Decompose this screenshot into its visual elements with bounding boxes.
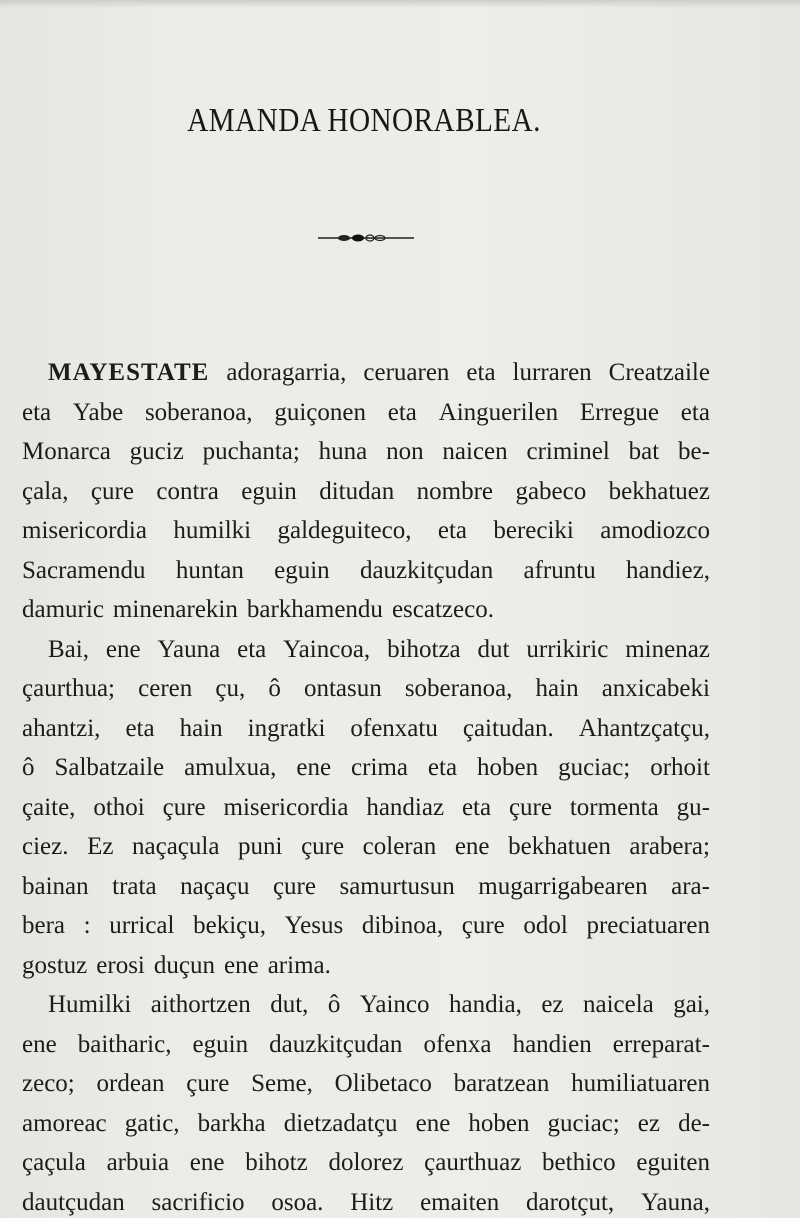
word: çure — [461, 912, 505, 939]
word: barkhamendu — [246, 596, 383, 623]
word: barkha — [197, 1109, 266, 1137]
word: misericordia — [22, 517, 147, 544]
word: tormenta — [569, 793, 659, 821]
word: çaitudan. — [462, 714, 554, 742]
word: coleran — [362, 833, 437, 860]
word: ditudan — [319, 477, 395, 505]
text-line — [22, 1104, 710, 1144]
word: ene — [454, 833, 490, 860]
text-line — [22, 827, 710, 867]
word: damuric — [22, 596, 104, 623]
word: bekiçu, — [193, 912, 266, 939]
word: eta — [387, 398, 417, 426]
word: mugarrigabearen — [478, 872, 648, 900]
word: hoben — [477, 754, 539, 781]
word: bainan — [22, 872, 89, 900]
text-line — [22, 867, 710, 907]
word: bihotza — [387, 635, 461, 663]
word: lurraren — [512, 359, 592, 386]
page-top-shadow — [0, 0, 800, 8]
text-line — [22, 985, 710, 1025]
word: ara- — [671, 872, 710, 900]
word: duçun — [153, 951, 215, 979]
word: gatic, — [124, 1109, 180, 1137]
word: non — [386, 438, 424, 465]
ornament-divider-icon — [318, 232, 414, 244]
word: humiliatuaren — [571, 1070, 710, 1097]
word: eta — [461, 793, 492, 821]
text-line — [22, 1025, 710, 1065]
text-line — [22, 511, 710, 551]
body-text — [22, 353, 710, 1218]
word: Humilki — [48, 991, 132, 1018]
text-line — [22, 946, 710, 986]
word: Olibetaco — [334, 1070, 432, 1097]
word: handiez, — [625, 556, 710, 584]
word: misericordia — [223, 793, 349, 821]
word: zeco; — [22, 1070, 75, 1097]
word: hain — [179, 714, 223, 742]
word: Ez — [87, 833, 114, 860]
word: be- — [678, 438, 710, 465]
word: Sacramendu — [22, 556, 146, 584]
word: humilki — [173, 517, 252, 544]
text-line — [22, 432, 710, 472]
word: amulxua, — [184, 754, 277, 781]
word: de- — [678, 1109, 710, 1137]
word: çure — [508, 793, 552, 821]
word: çure — [272, 872, 316, 900]
word: eguin — [192, 1030, 249, 1058]
word: arima. — [267, 951, 331, 979]
text-line — [22, 472, 710, 512]
word: preciatuaren — [586, 912, 710, 939]
word: handia, — [448, 991, 522, 1018]
word: guciz — [129, 438, 184, 465]
word: erosi — [96, 951, 145, 979]
word: darotçut, — [526, 1188, 615, 1216]
word: gostuz — [22, 951, 88, 979]
text-line — [22, 709, 710, 749]
word: ene — [415, 1109, 451, 1137]
word: erreparat- — [612, 1030, 710, 1058]
word: Erregue — [579, 398, 659, 426]
word: eta — [466, 359, 496, 386]
word: Monarca — [22, 438, 111, 465]
word: soberanoa, — [404, 675, 513, 702]
word: othoi — [93, 793, 145, 821]
word: naçaçula — [132, 833, 220, 860]
word: Ainguerilen — [438, 398, 559, 426]
word: criminel — [526, 438, 610, 465]
word: puchanta; — [202, 438, 300, 465]
word: Yaincoa, — [283, 635, 371, 663]
word: afruntu — [523, 556, 596, 584]
text-line — [22, 1143, 710, 1183]
word: adoragarria, — [226, 359, 347, 386]
word: Ahantzçatçu, — [578, 714, 710, 742]
word: crima — [351, 754, 408, 781]
word: naicen — [442, 438, 508, 465]
text-line — [22, 590, 710, 630]
word: urrikiric — [526, 635, 609, 663]
word: ofenxatu — [350, 714, 438, 742]
text-line — [22, 906, 710, 946]
word: guciac; — [547, 1109, 620, 1137]
word: dauzkitçudan — [269, 1030, 403, 1058]
text-line — [22, 551, 710, 591]
word: puni — [238, 833, 283, 860]
word: ez — [541, 991, 564, 1018]
word: ene — [105, 635, 141, 663]
word: orhoit — [650, 754, 710, 781]
word: ordean — [96, 1070, 165, 1097]
word: galdeguiteco, — [277, 517, 412, 544]
word: minenaz — [625, 635, 710, 663]
word: bereciki — [493, 517, 574, 544]
word: gu- — [676, 793, 710, 821]
word: ontasun — [303, 675, 382, 702]
word: ceruaren — [363, 359, 450, 386]
word: Yainco — [359, 991, 430, 1018]
word: dibinoa, — [361, 912, 444, 939]
word: çure — [162, 793, 206, 821]
word: ene — [224, 951, 259, 979]
word: ahantzi, — [22, 714, 101, 742]
word: handiaz — [366, 793, 445, 821]
word: guiçonen — [274, 398, 366, 426]
word: ceren — [138, 675, 193, 702]
word: arbuia — [106, 1149, 170, 1176]
word: minenarekin — [112, 596, 238, 623]
text-line — [22, 1183, 710, 1218]
word: naçaçu — [180, 872, 250, 900]
word: bekhatuen — [508, 833, 611, 860]
word: dauzkitçudan — [359, 556, 494, 584]
word: dut — [477, 635, 510, 663]
word: dut, — [270, 991, 309, 1018]
text-line — [22, 669, 710, 709]
word: ene — [296, 754, 332, 781]
word: hoben — [468, 1109, 530, 1137]
word: bihotz — [245, 1149, 308, 1176]
word: ô — [327, 991, 341, 1018]
word: anxicabeki — [601, 675, 710, 702]
text-line — [22, 393, 710, 433]
word: ez — [637, 1109, 660, 1137]
word: eta — [125, 714, 155, 742]
word: bekhatuez — [608, 477, 710, 505]
text-line — [22, 748, 710, 788]
word: Creatzaile — [608, 359, 710, 386]
word: çure — [186, 1070, 230, 1097]
word: dietzadatçu — [283, 1109, 398, 1137]
word: Yesus — [284, 912, 344, 939]
word: ô — [268, 675, 281, 702]
word: eta — [427, 754, 458, 781]
word: ene — [22, 1030, 57, 1058]
word: odol — [523, 912, 568, 939]
word: çaurthuaz — [424, 1149, 522, 1176]
text-line — [22, 630, 710, 670]
word: amoreac — [22, 1109, 107, 1137]
word: ciez. — [22, 833, 69, 860]
word: dolorez — [328, 1149, 404, 1176]
word: bat — [628, 438, 660, 465]
word: escatzeco. — [391, 596, 494, 623]
word: Hitz — [350, 1188, 394, 1216]
word: contra — [156, 477, 219, 505]
word: ô — [22, 754, 35, 781]
word: osoa. — [271, 1188, 324, 1216]
text-line — [22, 788, 710, 828]
word: çaite, — [22, 793, 76, 821]
word: emaiten — [420, 1188, 500, 1216]
word: eta — [680, 398, 710, 426]
word: eta — [437, 517, 467, 544]
word: ene — [189, 1149, 225, 1176]
word: soberanoa, — [144, 398, 253, 426]
word: ofenxa — [423, 1030, 492, 1058]
word: aithortzen — [150, 991, 251, 1018]
word: Bai, — [48, 635, 89, 663]
word: trata — [112, 872, 157, 900]
word: huna — [318, 438, 368, 465]
word: çu, — [215, 675, 246, 702]
word: MAYESTATE — [48, 359, 210, 386]
word: nombre — [416, 477, 494, 505]
word: baitharic, — [77, 1030, 172, 1058]
word: eguin — [241, 477, 297, 505]
word: çala, — [22, 477, 69, 505]
word: baratzean — [453, 1070, 550, 1097]
word: dautçudan — [22, 1188, 125, 1216]
word: naicela — [582, 991, 654, 1018]
word: : — [83, 912, 91, 939]
word: bethico — [542, 1149, 616, 1176]
text-line — [22, 1064, 710, 1104]
word: Yabe — [72, 398, 124, 426]
word: bera — [22, 912, 66, 939]
word: urrical — [109, 912, 175, 939]
word: çaçula — [22, 1149, 86, 1176]
word: samurtusun — [339, 872, 455, 900]
word: çure — [301, 833, 345, 860]
word: eguin — [274, 556, 330, 584]
word: Salbatzaile — [54, 754, 165, 781]
page-title: AMANDA HONORABLEA. — [187, 102, 541, 139]
word: huntan — [175, 556, 244, 584]
word: çaurthua; — [22, 675, 116, 702]
word: eguiten — [636, 1149, 710, 1176]
word: handien — [512, 1030, 592, 1058]
word: amodiozco — [600, 517, 710, 544]
word: eta — [22, 398, 52, 426]
word: arabera; — [629, 833, 710, 860]
word: hain — [535, 675, 579, 702]
word: çure — [90, 477, 134, 505]
word: Yauna — [157, 635, 221, 663]
word: ingratki — [247, 714, 326, 742]
word: gabeco — [515, 477, 587, 505]
word: eta — [237, 635, 267, 663]
word: gai, — [673, 991, 710, 1018]
word: guciac; — [558, 754, 631, 781]
word: Seme, — [251, 1070, 313, 1097]
word: sacrificio — [151, 1188, 245, 1216]
word: Yauna, — [640, 1188, 710, 1216]
text-line — [22, 353, 710, 393]
